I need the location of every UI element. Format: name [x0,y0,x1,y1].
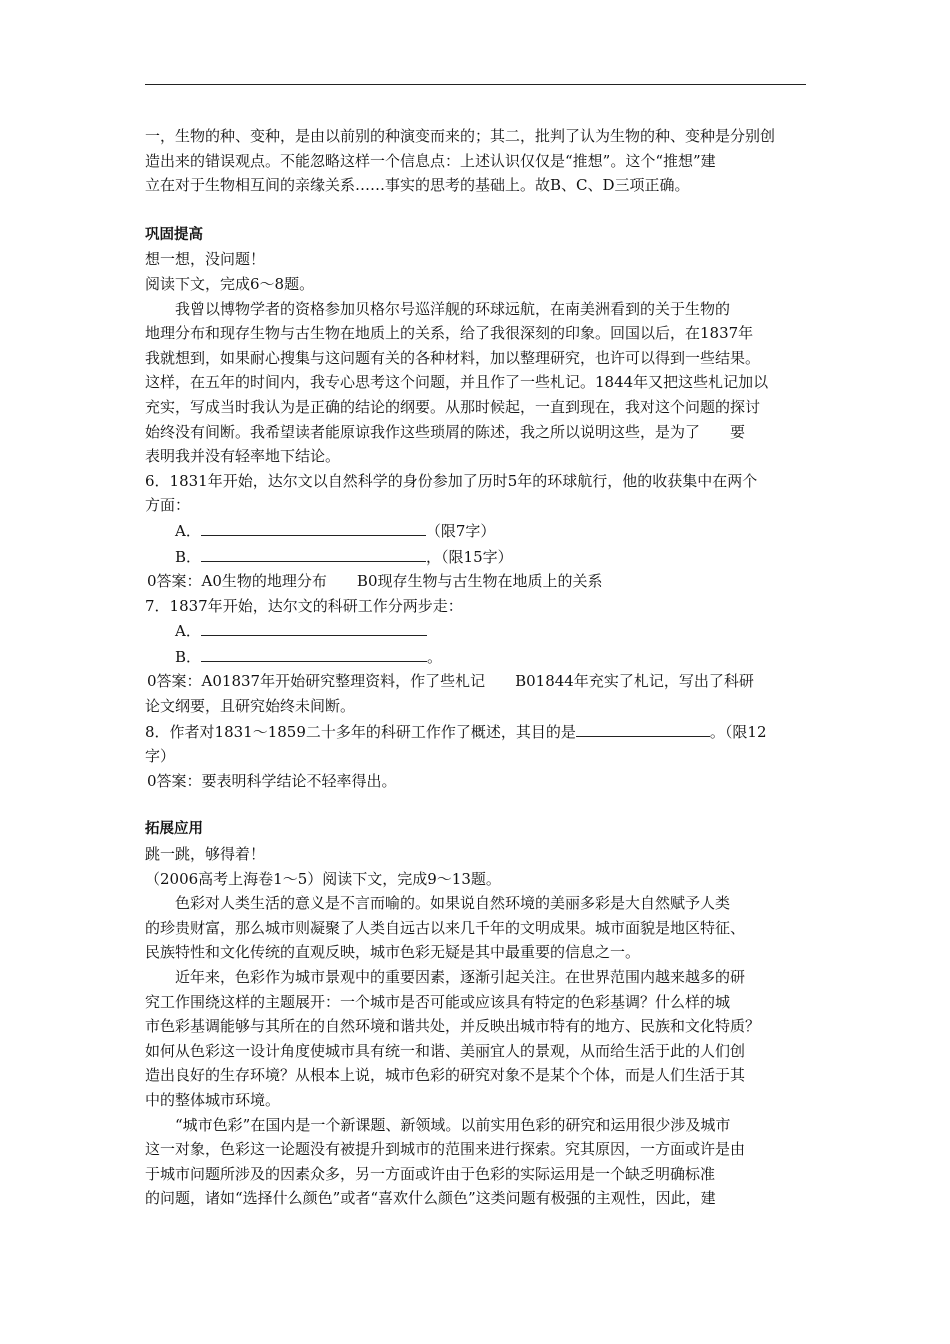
option-label: A． [175,521,201,540]
passage-line: 我就想到，如果耐心搜集与这问题有关的各种材料，加以整理研究，也许可以得到一些结果。 [145,348,761,367]
question-6-option-b [145,544,810,570]
answer-blank[interactable] [576,719,710,737]
question-8-answer: 0答案：要表明科学结论不轻率得出。 [147,771,397,790]
reading-instruction: 阅读下文，完成6～8题。 [145,274,315,293]
passage-line: 究工作围绕这样的主题展开：一个城市是否可能或应该具有特定的色彩基调？什么样的城 [145,992,731,1011]
question-7-answer: 0答案：A01837年开始研究整理资料，作了些札记 B01844年充实了札记，写出了科研 [147,672,754,691]
option-label: A． [175,622,201,641]
passage-line: 市色彩基调能够与其所在的自然环境和谐共处，并反映出城市特有的地方、民族和文化特质？ [145,1017,761,1036]
period: 。 [427,647,443,666]
intro-line: 一，生物的种、变种，是由以前别的种演变而来的；其二，批判了认为生物的种、变种是分别创 [145,127,776,145]
passage-line: 的问题，诸如“选择什么颜色”或者“喜欢什么颜色”这类问题有极强的主观性，因此，建 [145,1189,716,1208]
page-content [145,124,810,1211]
passage-line: 中的整体城市环境。 [145,1090,281,1109]
passage-line: 色彩对人类生活的意义是不言而喻的。如果说自然环境的美丽多彩是大自然赋予人类 [175,894,731,913]
question-6-option-a [145,518,810,544]
option-label: B． [175,547,202,566]
passage-line: “城市色彩”在国内是一个新课题、新领域。以前实用色彩的研究和运用很少涉及城市 [175,1115,731,1134]
question-8 [145,719,810,745]
answer-blank[interactable] [201,618,427,636]
passage-line: 这样，在五年的时间内，我专心思考这个问题，并且作了一些札记。1844年又把这些札记加以 [145,373,769,392]
question-6: 6．1831年开始，达尔文以自然科学的身份参加了历时5年的环球航行，他的收获集中在两个 [145,471,758,490]
answer-blank[interactable] [201,544,426,562]
limit-note: 。（限12 [709,722,767,741]
question-8-text: 8．作者对1831～1859二十多年的科研工作作了概述，其目的是 [145,722,576,741]
passage-line: 地理分布和现存生物与古生物在地质上的关系，给了我很深刻的印象。回国以后，在1837年 [145,324,754,343]
intro-line: 造出来的错误观点。不能忽略这样一个信息点：上述认识仅仅是“推想”。这个“推想”建 [145,151,716,170]
question-8-cont: 字） [145,747,176,766]
section-heading-extension: 拓展应用 [145,821,203,838]
passage-line: 充实，写成当时我认为是正确的结论的纲要。从那时候起，一直到现在，我对这个问题的探讨 [145,397,761,416]
limit-note: （限7字） [425,521,496,540]
question-7-option-a [145,618,810,644]
passage-line: 如何从色彩这一设计角度使城市具有统一和谐、美丽宜人的景观，从而给生活于此的人们创 [145,1041,746,1060]
question-6-cont: 方面： [145,496,191,515]
intro-line: 立在对于生物相互间的亲缘关系……事实的思考的基础上。故B、C、D三项正确。 [145,176,690,195]
passage-line: 始终没有间断。我希望读者能原谅我作这些琐屑的陈述，我之所以说明这些，是为了 要 [145,422,746,441]
answer-blank[interactable] [201,518,426,536]
question-6-answer: 0答案：A0生物的地理分布 B0现存生物与古生物在地质上的关系 [147,572,603,591]
passage-line: 民族特性和文化传统的直观反映，城市色彩无疑是其中最重要的信息之一。 [145,943,641,962]
question-7-option-b [145,644,810,670]
reading-instruction: （2006高考上海卷1～5）阅读下文，完成9～13题。 [145,869,501,888]
limit-note: ，（限15字） [426,547,513,566]
spacer [145,198,810,223]
answer-blank[interactable] [201,644,427,662]
passage-line: 表明我并没有轻率地下结论。 [145,447,341,466]
passage-line: 我曾以博物学者的资格参加贝格尔号巡洋舰的环球远航，在南美洲看到的关于生物的 [175,299,731,318]
passage-line: 近年来，色彩作为城市景观中的重要因素，逐渐引起关注。在世界范围内越来越多的研 [175,968,746,986]
spacer [145,793,810,817]
header-rule [145,84,806,85]
passage-line: 这一对象，色彩这一论题没有被提升到城市的范围来进行探索。究其原因，一方面或许是由 [145,1140,746,1159]
question-7: 7．1837年开始，达尔文的科研工作分两步走： [145,596,463,615]
passage-line: 于城市问题所涉及的因素众多，另一方面或许由于色彩的实际运用是一个缺乏明确标准 [145,1164,716,1183]
section-subtitle: 跳一跳，够得着！ [145,845,266,864]
section-subtitle: 想一想，没问题！ [145,250,266,269]
section-heading-consolidate: 巩固提高 [145,226,203,243]
question-7-answer-cont: 论文纲要，且研究始终未间断。 [145,697,356,716]
option-label: B． [175,647,202,666]
passage-line: 造出良好的生存环境？从根本上说，城市色彩的研究对象不是某个个体，而是人们生活于其 [145,1066,746,1085]
passage-line: 的珍贵财富，那么城市则凝聚了人类自远古以来几千年的文明成果。城市面貌是地区特征、 [145,918,746,937]
